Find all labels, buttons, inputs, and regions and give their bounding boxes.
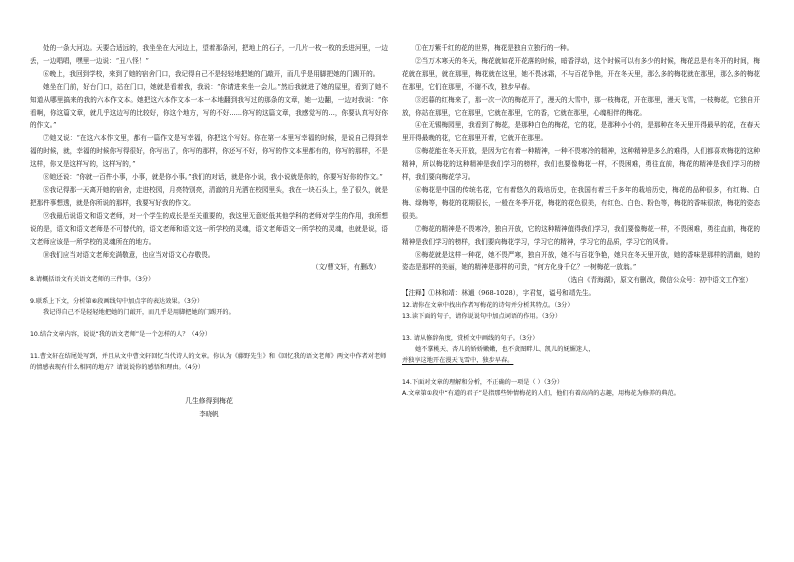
right-column	[402, 42, 760, 399]
question-9: 9.联系上下文，分析第⑥段画线句中加点字的表达效果。（3分）	[30, 298, 204, 306]
paragraph: ②当万木寒天的冬天，梅花就如花开花落的时候，暗香浮动，这个时候可以有多少的时候，梅花总是有冬开的时间，梅花就在那里，就在那里，梅花就在这里，她不畏冰霜，不与百花争艳，开在冬天里，那么多的梅花就在那里，那么多的梅花在那里，它们在那里，不谢不改，独步早春。	[402, 56, 760, 91]
source-note: （选自《青海湖》，原文有删改，微信公众号：初中语文工作室）	[564, 276, 752, 285]
paragraph: ⑥梅花是中国的传统名花，它有着悠久的栽培历史，在我国有着三千多年的栽培历史，梅花的品种很多，有红梅、白梅、绿梅等，梅花的花期很长，一般在冬季开花，梅花的花色很美，有红色、白色、粉色等，梅花的香味很浓，梅花的姿态很美。	[402, 185, 760, 220]
question-11: 11.曹文轩在结尾处写到，并且从文中曹文轩回忆当代诗人的文章。你认为《藤野先生》和《回忆我的语文老师》两文中作者对老师的情感表现有什么相同的地方？请说说你的感悟和理由。（4分）	[30, 353, 387, 372]
question-14: 14.下面对文章的理解和分析，不正确的一项是（ ）（3分）	[402, 379, 564, 387]
paragraph: ①在万紫千红的花的世界，梅花是独自立独行的一种。	[415, 44, 574, 52]
question-9-quote: 我记得自己不是轻轻地把她的门敲开，而几乎是用脚把她的门踢开的。	[43, 309, 235, 317]
paragraph: ⑨我最后说语文和语文老师，对一个学生的成长是至关重要的，我这里无意贬低其他学科的老师对学生的作用，我所想说的是，语文和语文老师是不可替代的，语文老师和语文这一所学校的灵魂，语文老师语文一所学校的灵魂，也就是说，语文老师应该是一所学校的灵魂所在的地方。	[30, 211, 388, 246]
essay-author: 李晓帆	[199, 410, 219, 419]
footnote: 【注释】①林和靖：林逋（968-1028），字君复，谥号和靖先生。	[402, 289, 596, 298]
paragraph: ③迟暮的红梅来了，那一次一次的梅花开了，漫天的大雪中，那一枝梅花，开在那里，漫天飞雪，一枝梅花，它独自开放，你站在那里，它在那里，它就在那里，它的香，它就在那里，心魂相伴的梅花。	[402, 95, 760, 117]
paragraph: ⑥晚上，我回到学校，来到了她的宿舍门口，我记得自己不是轻轻地把她的门敲开，而几乎是用脚把她的门踢开的。	[43, 69, 380, 78]
paragraph: ⑦她又说：“在这六本作文里，都有一篇作文是写幸福，你把这个写好。你在第一本里写幸福的时候，是说自己得到幸福的时候，就，幸福的时候你写得很好，你写出了，你写的那样，你还写不好，你写的作文本里都有的，你写的那样，不是这样，你又是这样写的，这样写的，”	[30, 134, 388, 169]
quote-underlined: 并独享这地开在漫天飞雪中，独步早春。	[402, 357, 514, 365]
source-note: （文/曹文轩，有删改）	[311, 263, 380, 272]
left-column	[30, 42, 388, 421]
paragraph: ⑧她还说：“你就一百件小事，小事，就是你小事。”我们的对话，就是你小说，我小说就是你的，你要写好你的作文。”	[43, 173, 383, 182]
quote-line: 她不掌桃天、杏儿的娇娇嫩嫩，也不贪图畔儿、凯儿的妩媚迷人，	[415, 346, 595, 354]
paragraph: ⑩我们应当对语文老师充满敬意，也应当对语文心存敬畏。	[43, 250, 215, 259]
paragraph: ⑧我记得那一天离开她的宿舍，走进校园，月亮特别亮，清澈的月光洒在校园里头，我在一块石头上，坐了很久，就是把那件事想透，就是你所说的那样，我要写好我的作文。	[30, 185, 388, 207]
question-10: 10.结合文章内容，说说“我的语文老师”是一个怎样的人？（4分）	[30, 331, 212, 339]
question-13b: 13. 请从修辞角度，赏析文中画线的句子。（3分）	[402, 335, 539, 343]
paragraph: ⑧梅花就是这样一种花，她不畏严寒，独自开放，她不与百花争艳，她只在冬天里开放，她的香味是那样的清幽，她的姿态是那样的美丽，她的精神是那样的可贵，“何方化身千亿？一树梅花一放翁。”	[402, 250, 760, 272]
paragraph: ⑤梅花能在冬天开放，是因为它有着一种精神，一种不畏寒冷的精神，这种精神是多么的难得，人们都喜欢梅花的这种精神，所以梅花的这种精神是我们学习的榜样，我们也要像梅花一样，不畏困难，勇往直前，梅花的精神是我们学习的榜样，我们要向梅花学习。	[402, 147, 760, 182]
question-8: 8.请概括语文有关语文老师的三件事。（3分）	[30, 276, 155, 284]
question-13: 13.读下面的句子，请你说说句中加点词语的作用。（3分）	[402, 313, 562, 321]
paragraph: 她坐在门前，好台门口，站在门口，她就是看着我，我说：“你请进来坐一会儿。”然后我就进了她的屋里，看到了她不知道从哪里搞来的我的六本作文本。她把这六本作文本一本一本地翻到我写过的那条的文章，她一边翻，一边对我说：“你看啊，你这篇文章，就几乎这边写的比较好，你这个地方，写的不好......你写的这篇文章，我感觉写的...，你要认真写好你的作文。”	[30, 82, 388, 130]
essay-title: 几生修得到梅花	[185, 397, 233, 406]
paragraph: ⑦梅花的精神是不畏寒冷，独自开放，它的这种精神值得我们学习，我们要像梅花一样，不畏困难，勇往直前，梅花的精神是我们学习的榜样，我们要向梅花学习，学习它的精神，学习它的品质，学习它的风骨。	[402, 224, 760, 246]
paragraph: 处的一条大河边。天要合适远的，我坐坐在大河边上，望着那条河，把地上的石子，一几片一枚一枚的丢进河里，一边丢，一边唱唱，嘿里一边说：“丑八怪！”	[30, 44, 388, 65]
question-12: 12.请你在文章中找出作者写梅花的诗句并分析其特点。（3分）	[402, 302, 574, 310]
paragraph: ④在无锡梅园里，我看到了梅花，是那种白色的梅花，它的花，是那种小小的，是那种在冬天里开得最早的花，在春天里开得最晚的花，它在那里开着，它就开在那里。	[402, 121, 760, 143]
option-a: A.文章第①段中“有道的君子”是指那些钟情梅花的人们，他们有着高尚的志趣，用梅花为修养的典范。	[402, 390, 680, 398]
